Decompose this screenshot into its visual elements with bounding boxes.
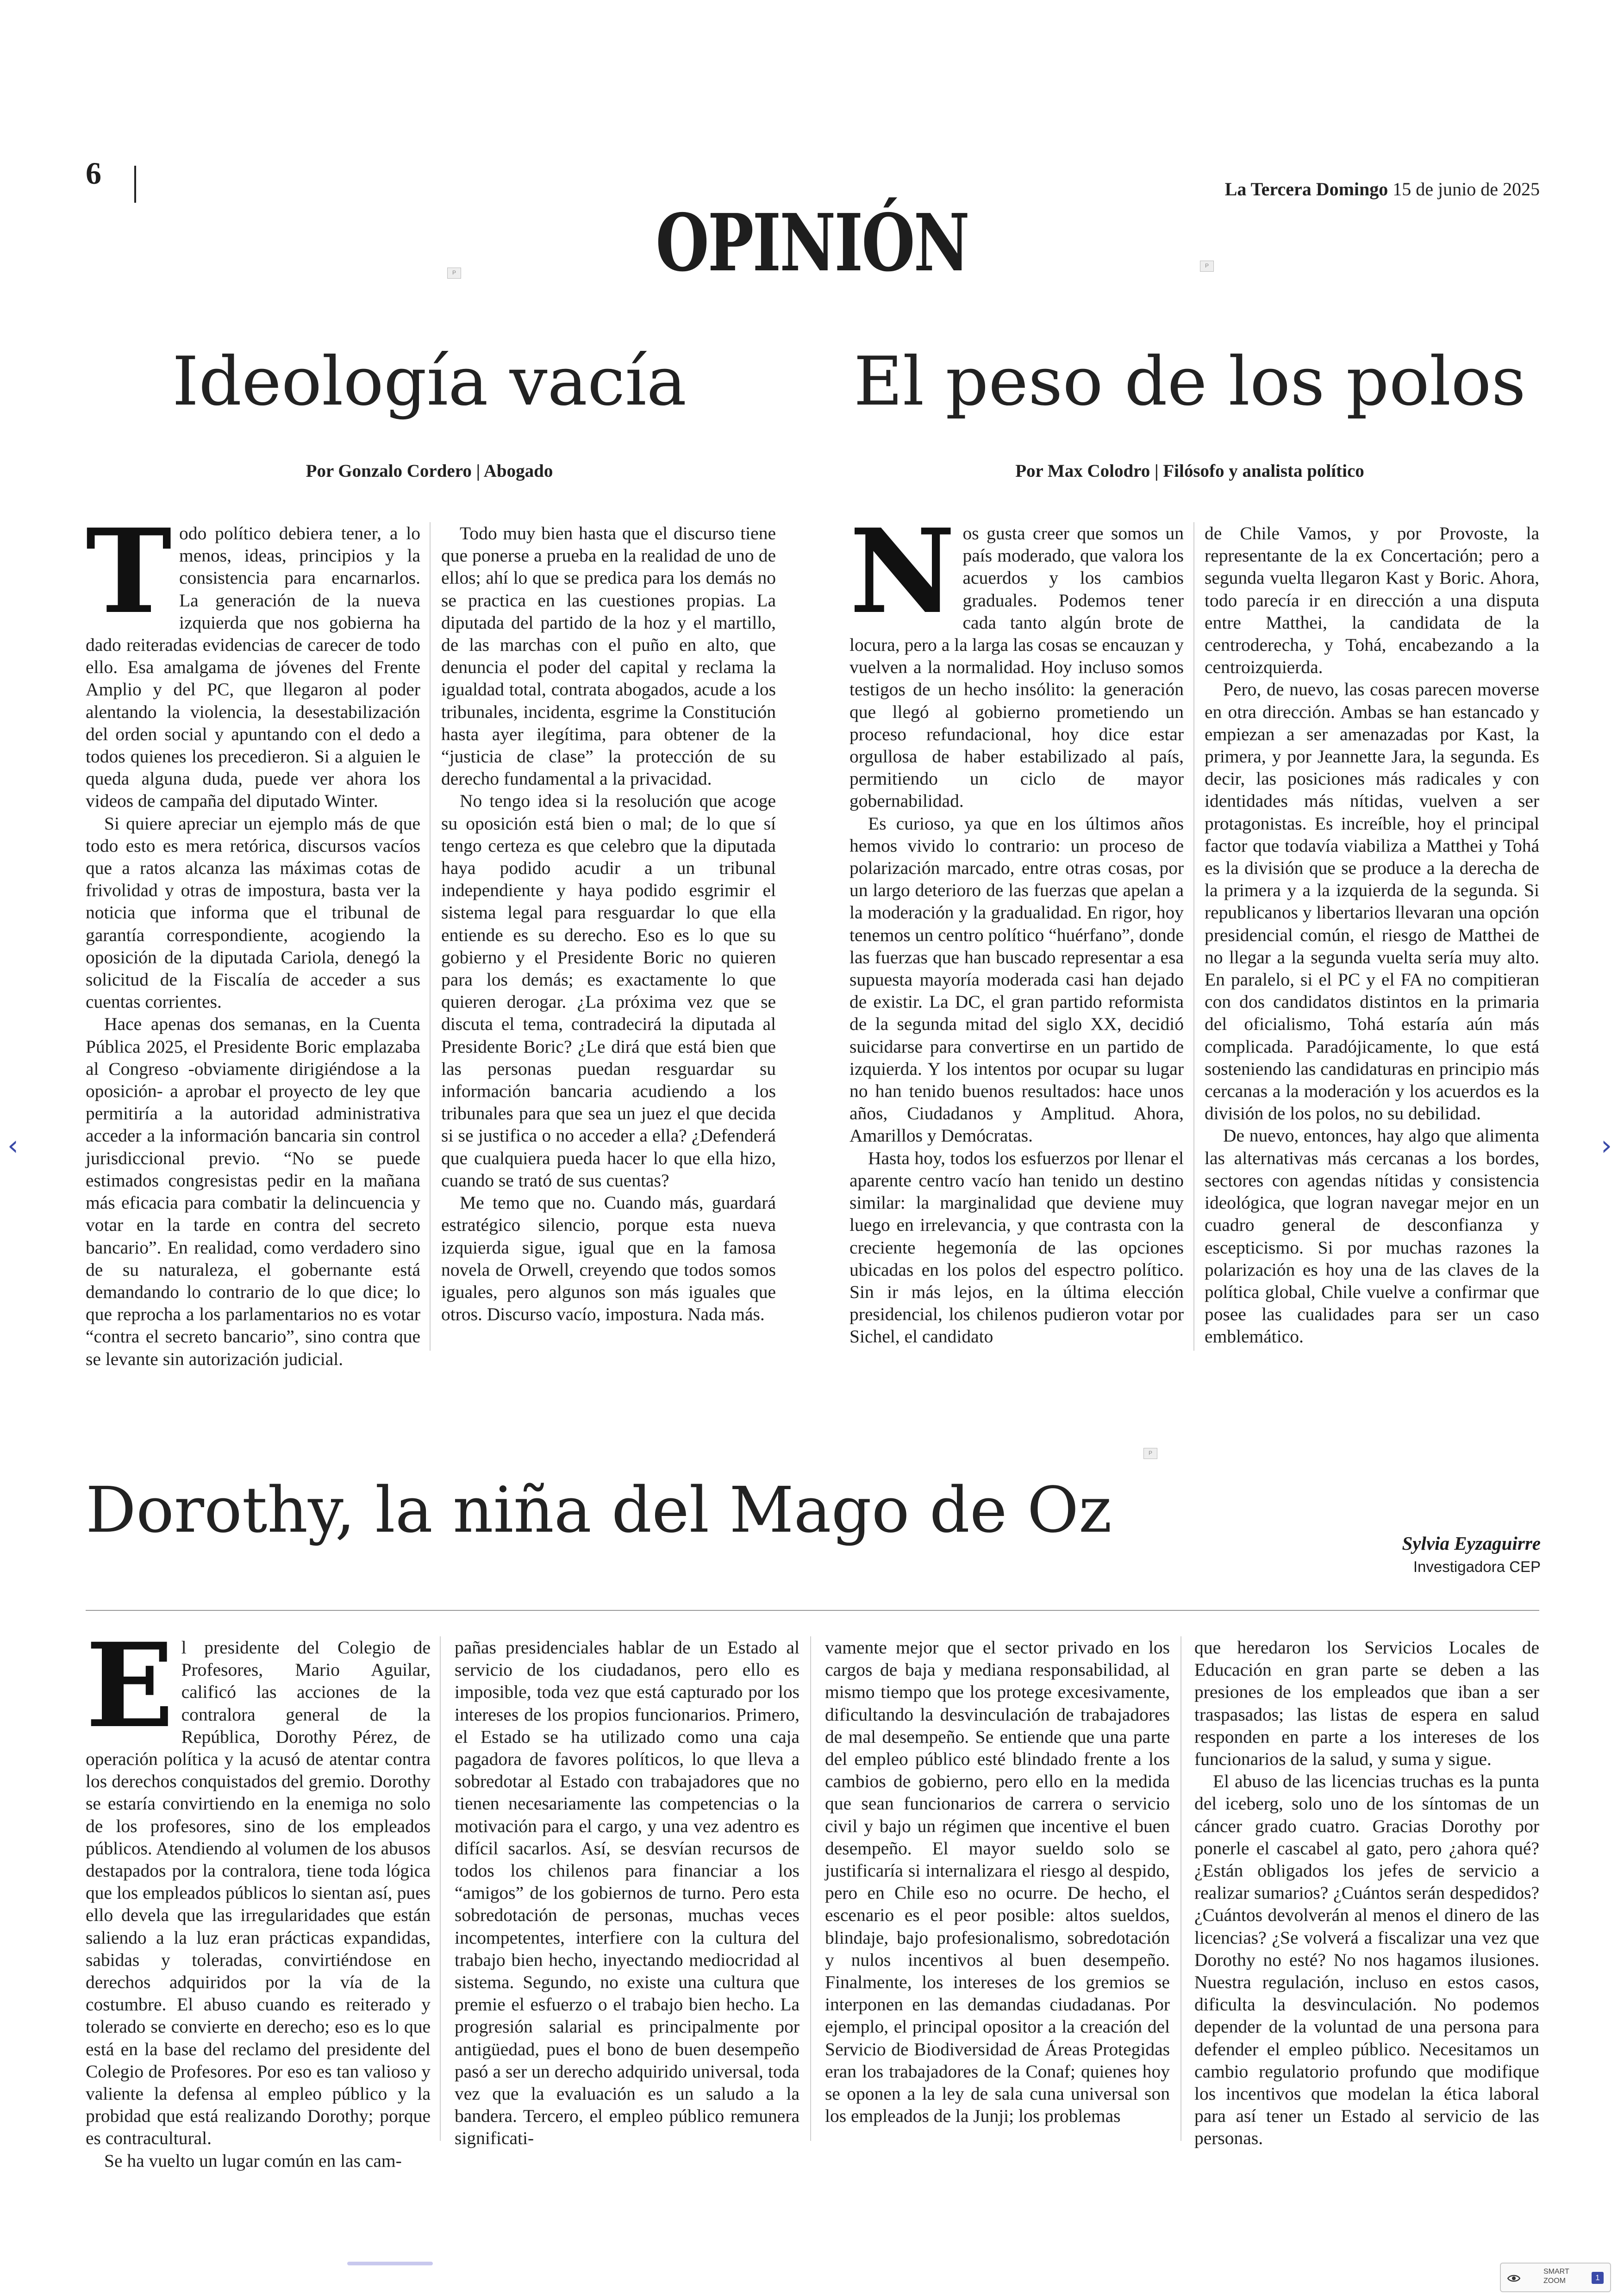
paragraph: odo político debiera tener, a lo menos, ideas, principios y la consistencia para encarnarlos. La generación de la nueva izquierda que nos gobierna ha dado reiteradas evidencias de carecer de todo ello. Esa amalgama de jóvenes del Frente Amplio y del PC, que llegaron al poder alentando la violencia, la desestabilización del orden social y apuntando con el dedo a todos quienes los precedieron. Si a alguien le queda alguna duda, puede ver ahora los videos de campaña del diputado Winter.: [86, 523, 420, 811]
paragraph: os gusta creer que somos un país moderado, que valora los acuerdos y los cambios graduales. Podemos tener cada tanto algún brote de locura, pero a la larga las cosas se encauzan y vuelven a la normalidad. Hoy incluso somos testigos de un hecho insólito: la generación que llegó al gobierno prometiendo un proceso refundacional, hoy dice estar orgullosa de haber estabilizado al país, permitiendo un ciclo de mayor gobernabilidad.: [849, 523, 1184, 811]
zoom-level-badge: 1: [1592, 2272, 1604, 2284]
article-headline: Ideología vacía: [172, 343, 687, 421]
article-column: [441, 522, 776, 1325]
article-byline: Por Max Colodro | Filósofo y analista político: [1015, 461, 1364, 481]
article-column: [86, 1617, 431, 2172]
next-page-icon[interactable]: ›: [1601, 1129, 1612, 1162]
paragraph: Es curioso, ya que en los últimos años hemos vivido lo contrario: un proceso de polarización marcado, entre otras cosas, por un largo deterioro de las fuerzas que apelan a la moderación y la gradualidad. En rigor, hoy tenemos un centro político “huérfano”, donde las fuerzas que han buscado representar a esa supuesta mayoría moderada casi han dejado de existir. La DC, el gran partido reformista de la segunda mitad del siglo XX, decidió suicidarse para convertirse en un partido de izquierda. Y los intentos por ocupar su lugar no han tenido buenos resultados: hace unos años, Ciudadanos y Amplitud. Ahora, Amarillos y Demócratas.: [849, 813, 1184, 1146]
paragraph: l presidente del Colegio de Profesores, Mario Aguilar, calificó las acciones de la contralora general de la República, Dorothy Pérez, de operación política y la acusó de atentar contra los derechos conquistados del gremio. Dorothy se estaría convirtiendo en la enemiga no solo de los profesores, sino de los empleados públicos. Atendiendo al volumen de los abusos destapados por la contralora, tiene toda lógica que los empleados públicos lo sientan así, pues ello devela que las irregularidades que están saliendo a la luz eran prácticas expandidas, sabidas y toleradas, convirtiéndose en derechos adquiridos por la vía de la costumbre. El abuso cuando es reiterado y tolerado se convierte en derecho; eso es lo que está en la base del reclamo del presidente del Colegio de Profesores. Por eso es tan valioso y valiente la defensa al empleo público y la probidad que está realizando Dorothy; porque es contracultural.: [86, 1637, 431, 2149]
paragraph: Todo muy bien hasta que el discurso tiene que ponerse a prueba en la realidad de uno de ellos; ahí lo que se predica para los demás no se practica en las cuestiones propias. La diputada del partido de la hoz y el martillo, de las marchas con el puño en alto, que denuncia el poder del capital y reclama la igualdad total, contrata abogados, acude a los tribunales, incidenta, esgrime la Constitución hasta ayer ilegítima, para obtener de la “justicia de clase” la protección de su derecho fundamental a la privacidad.: [441, 523, 776, 789]
section-title: OPINIÓN: [656, 197, 968, 289]
paragraph: Si quiere apreciar un ejemplo más de que todo esto es mera retórica, discursos vacíos que a ratos alcanza las máximas cotas de frivolidad y otras de impostura, basta ver la noticia que informa que el tribunal de garantía correspondiente, acogiendo la oposición de la diputada Cariola, denegó la solicitud de la Fiscalía de acceder a sus cuentas corrientes.: [86, 813, 420, 1012]
article-headline: Dorothy, la niña del Mago de Oz: [86, 1474, 1112, 1547]
paragraph: vamente mejor que el sector privado en los cargos de baja y mediana responsabilidad, al mismo tiempo que los protege excesivamente, dificultando la desvinculación de trabajadores de mal desempeño. Se entiende que una parte del empleo público esté blindado frente a los cambios de gobierno, pero ello en la medida que sean funcionarios de carrera o servicio civil y bajo un régimen que incentive el buen desempeño. El mayor sueldo solo se justificaría si internalizara el riesgo al despido, pero en Chile eso no ocurre. De hecho, el escenario es el peor posible: altos sueldos, blindaje, bajo profesionalismo, sobredotación y nulos incentivos al buen desempeño. Finalmente, los intereses de los gremios se interponen en las demandas ciudadanas. Por ejemplo, el principal opositor a la creación del Servicio de Biodiversidad de Áreas Protegidas eran los trabajadores de la Conaf; quienes hoy se oponen a la ley de sala cuna universal son los empleados de la Junji; los problemas: [825, 1637, 1170, 2127]
masthead-date: 15 de junio de 2025: [1393, 179, 1540, 200]
paragraph: que heredaron los Servicios Locales de Educación en gran parte se deben a las presiones de los empleados que iban a ser traspasados; las listas de espera en salud responden en parte a los intereses de los funcionarios de la salud, y suma y sigue.: [1194, 1637, 1539, 1770]
column-divider: [430, 522, 431, 1351]
article-column: [1194, 1636, 1539, 2150]
paragraph: Se ha vuelto un lugar común en las cam-: [104, 2150, 402, 2171]
article-author: Sylvia Eyzaguirre: [1402, 1533, 1541, 1554]
smart-zoom-label: SMART ZOOM: [1543, 2268, 1569, 2285]
paragraph: No tengo idea si la resolución que acoge su oposición está bien o mal; de lo que sí tengo certeza es que celebro que la diputada haya podido acudir a un tribunal independiente y haya podido esgrimir el sistema legal para resguardar lo que ella entiende es su derecho. Eso es lo que su gobierno y el Presidente Boric no quieren para los demás; es exactamente lo que quieren derogar. ¿La próxima vez que se discuta el tema, contradecirá la diputada al Presidente Boric? ¿Le dirá que está bien que las personas puedan resguardar su información bancaria acudiendo a los tribunales para que sea un juez el que decida si se justifica o no acceder a ella? ¿Defenderá que cualquiera pueda hacer lo que ella hizo, cuando se trató de sus cuentas?: [441, 791, 776, 1191]
drop-cap: E: [86, 1617, 174, 1753]
page-number: 6: [86, 156, 101, 191]
masthead-brand: La Tercera Domingo: [1224, 179, 1388, 200]
article-byline: Por Gonzalo Cordero | Abogado: [306, 461, 553, 481]
article-column: [1205, 522, 1539, 1348]
smart-zoom-button[interactable]: [1500, 2263, 1611, 2292]
previous-page-icon[interactable]: ‹: [7, 1129, 19, 1162]
drop-cap: N: [849, 503, 956, 639]
article-column: [455, 1636, 800, 2150]
article-column: [86, 503, 420, 1370]
page-marker-icon[interactable]: P: [1143, 1448, 1157, 1459]
page-marker-icon[interactable]: P: [1200, 261, 1214, 272]
article-column: [849, 503, 1184, 1348]
article-column: [825, 1636, 1170, 2127]
masthead: [1225, 178, 1540, 200]
paragraph: El abuso de las licencias truchas es la punta del iceberg, solo uno de los síntomas de un cáncer grado cuatro. Gracias Dorothy por ponerle el cascabel al gato, pero ¿ahora qué? ¿Están obligados los jefes de servicio a realizar sumarios? ¿Cuántos serán despedidos? ¿Cuántos devolverán al menos el dinero de las licencias? ¿Se volverá a fiscalizar una vez que Dorothy no esté? No nos hagamos ilusiones. Nuestra regulación, incluso en estos casos, dificulta la desvinculación. No podemos depender de la voluntad de una persona para defender el empleo público. Necesitamos un cambio regulatorio profundo que modifique los incentivos que modelan la ética laboral para así tener un Estado al servicio de las personas.: [1194, 1771, 1539, 2149]
eye-icon: [1507, 2272, 1520, 2285]
paragraph: de Chile Vamos, y por Provoste, la representante de la ex Concertación; pero a segunda vuelta llegaron Kast y Boric. Ahora, todo parecía ir en dirección a una disputa entre Matthei, la candidata de la centroderecha, y Tohá, encabezando a la centroizquierda.: [1205, 523, 1539, 678]
column-divider: [1193, 522, 1194, 1351]
paragraph: Hasta hoy, todos los esfuerzos por llenar el aparente centro vacío han tenido un destino similar: la marginalidad que deviene muy luego en irrelevancia, y que contrasta con la creciente hegemonía de las opciones ubicadas en los polos del espectro político. Sin ir más lejos, en la última elección presidencial, los chilenos pudieron votar por Sichel, el candidato: [849, 1148, 1184, 1347]
header-divider: [134, 166, 136, 203]
column-divider: [440, 1636, 441, 2141]
drop-cap: T: [86, 503, 172, 639]
column-divider: [810, 1636, 811, 2141]
article-divider: [86, 1610, 1539, 1611]
scrollbar-thumb[interactable]: [347, 2262, 433, 2265]
paragraph: De nuevo, entonces, hay algo que alimenta las alternativas más cercanas a los bordes, sectores con agendas nítidas y consistencia ideológica, que logran navegar mejor en un cuadro general de desconfianza y escepticismo. Si por muchas razones la polarización es hoy una de las claves de la política global, Chile vuelve a confirmar que posee las cualidades para ser un caso emblemático.: [1205, 1125, 1539, 1347]
paragraph: pañas presidenciales hablar de un Estado al servicio de los ciudadanos, pero ello es imposible, toda vez que está capturado por los intereses de los propios funcionarios. Primero, el Estado se ha utilizado como una caja pagadora de favores políticos, lo que lleva a sobredotar al Estado con trabajadores que no tienen necesariamente las competencias o la motivación para el cargo, y una vez adentro es difícil sacarlos. Así, se desvían recursos de todos los chilenos para financiar a los “amigos” de los gobiernos de turno. Pero esta sobredotación de personas, muchas veces incompetentes, interfiere con la cultura del trabajo bien hecho, inyectando mediocridad al sistema. Segundo, no existe una cultura que premie el esfuerzo o el trabajo bien hecho. La progresión salarial es principalmente por antigüedad, pues el bono de buen desempeño pasó a ser un derecho adquirido universal, toda vez que la evaluación es un saludo a la bandera. Tercero, el empleo público remunera significati-: [455, 1637, 800, 2149]
page-marker-icon[interactable]: P: [447, 268, 461, 279]
paragraph: Pero, de nuevo, las cosas parecen moverse en otra dirección. Ambas se han estancado y empiezan a ser amenazadas por Kast, la primera, y por Jeannette Jara, la segunda. Es decir, las posiciones más radicales y con identidades más nítidas, vuelven a ser protagonistas. Es increíble, hoy el principal factor que todavía viabiliza a Matthei y Tohá es la división que se produce a la derecha de la primera y a la izquierda de la segunda. Si republicanos y libertarios llevaran una opción presidencial común, el riesgo de Matthei de no llegar a la segunda vuelta sería muy alto. En paralelo, si el PC y el FA no compitieran con dos candidatos distintos en la primaria del oficialismo, Tohá estaría aún más complicada. Paradójicamente, lo que está sosteniendo las candidaturas en principio más cercanas a la moderación y los acuerdos es la división de los polos, no su debilidad.: [1205, 679, 1539, 1124]
article-author-role: Investigadora CEP: [1413, 1558, 1541, 1575]
paragraph: Hace apenas dos semanas, en la Cuenta Pública 2025, el Presidente Boric emplazaba al Congreso -obviamente dirigiéndose a la oposición- a aprobar el proyecto de ley que permitiría a la autoridad administrativa acceder a la información bancaria sin control jurisdiccional previo. “No se puede estimados congresistas pedir en la mañana más eficacia para combatir la delincuencia y votar en la tarde en contra del secreto bancario”. En realidad, como verdadero sino de su naturaleza, el gobernante está demandando lo contrario de lo que dice; lo que reprocha a los parlamentarios no es votar “contra el secreto bancario”, sino contra que se levante sin autorización judicial.: [86, 1014, 420, 1369]
article-headline: El peso de los polos: [854, 343, 1526, 421]
paragraph: Me temo que no. Cuando más, guardará estratégico silencio, porque esta nueva izquierda sigue, igual que en la famosa novela de Orwell, creyendo que todos somos iguales, pero algunos son más iguales que otros. Discurso vacío, impostura. Nada más.: [441, 1192, 776, 1325]
